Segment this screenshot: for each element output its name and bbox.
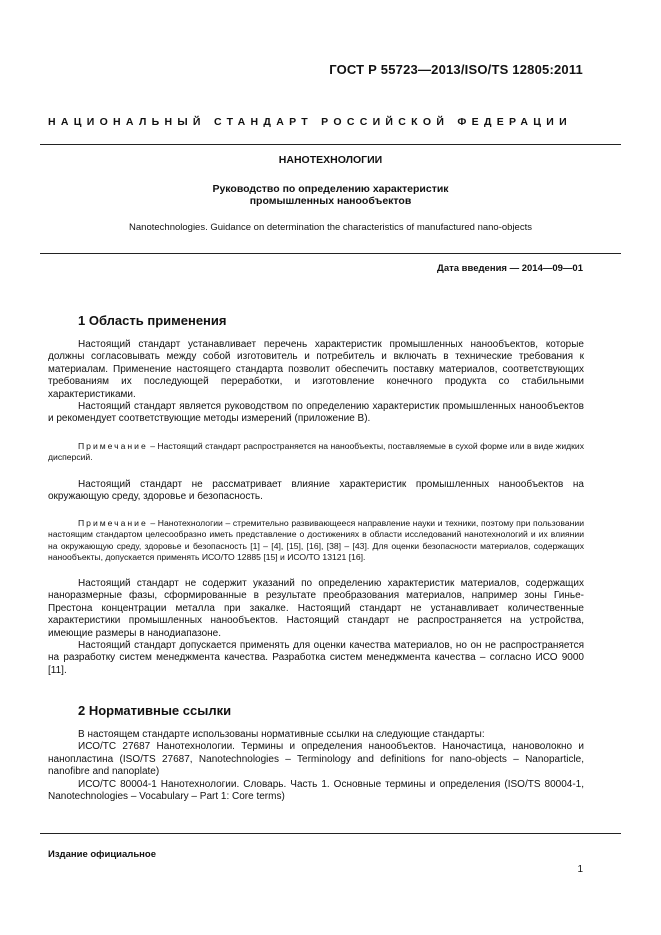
footer-divider	[40, 833, 621, 834]
note-text: – Нанотехнологии – стремительно развивающееся направление науки и техники, поэтому при пользовании настоящим стандартом целесообразно иметь представление о достижениях в области исследований нанотехнологий и их влиянии на окружающую среду, здоровье и безопасность [1] – [4], [15], [16], [38] – [43]. Для оценки безопасности материалов, содержащих нанообъекты, допускается применять ИСО/ТО 12885 [15] и ИСО/ТО 13121 [16].	[48, 518, 584, 563]
document-code: ГОСТ Р 55723—2013/ISO/TS 12805:2011	[329, 62, 583, 77]
note-2	[48, 518, 584, 564]
subtitle-line: промышленных нанообъектов	[249, 195, 412, 207]
introduction-date: Дата введения — 2014—09—01	[437, 263, 583, 274]
paragraph: Настоящий стандарт устанавливает перечень характеристик промышленных нанообъектов, которые должны согласовывать между собой изготовитель и потребитель и включать в технические требования к материалам. Применение настоящего стандарта позволит обеспечить поставку материалов, соответствующих требованиям их последующей переработки, и изготовление конечного продукта со стабильными характеристиками.	[48, 339, 584, 400]
english-title: Nanotechnologies. Guidance on determination the characteristics of manufactured nano-objects	[129, 222, 532, 233]
section-1-heading: 1 Область применения	[78, 313, 227, 328]
paragraph: ИСО/ТС 27687 Нанотехнологии. Термины и определения нанообъектов. Наночастица, нановолокно и нанопластина (ISO/TS 27687, Nanotechnologies – Terminology and definitions for nano-objects – Nanoparticle, nanofibre and nanoplate)	[48, 741, 584, 778]
page-number: 1	[577, 864, 583, 875]
note-label: Примечание	[78, 441, 148, 451]
paragraph: В настоящем стандарте использованы нормативные ссылки на следующие стандарты:	[78, 729, 485, 740]
section-2-body	[48, 729, 584, 803]
note-1	[48, 441, 584, 464]
official-edition-label: Издание официальное	[48, 849, 156, 860]
note-text: – Настоящий стандарт распространяется на нанообъекты, поставляемые в сухой форме или в виде жидких дисперсий.	[48, 441, 584, 463]
paragraph: Настоящий стандарт не рассматривает влияние характеристик промышленных нанообъектов на окружающую среду, здоровье и безопасность.	[48, 479, 584, 503]
section-1-body-b	[48, 479, 584, 504]
section-1-body-a	[48, 339, 584, 426]
paragraph: Настоящий стандарт не содержит указаний по определению характеристик материалов, содержащих наноразмерные фазы, сформированные в результате преобразования материалов, например зоны Гинье-Престона концентрации металла при закалке. Настоящий стандарт не устанавливает количественные характеристики промышленных нанообъектов. Настоящий стандарт не распространяется на устройства, имеющие размеры в нанодиапазоне.	[48, 578, 584, 639]
paragraph: ИСО/ТС 80004-1 Нанотехнологии. Словарь. Часть 1. Основные термины и определения (ISO/TS 80004-1, Nanotechnologies – Vocabulary – Part 1: Core terms)	[48, 778, 584, 803]
note-label: Примечание	[78, 518, 148, 528]
paragraph: Настоящий стандарт допускается применять для оценки качества материалов, но он не распространяется на разработку систем менеджмента качества. Разработка систем менеджмента качества – согласно ИСО 9000 [11].	[48, 640, 584, 676]
section-1-body-c	[48, 578, 584, 677]
title-divider	[40, 253, 621, 254]
national-standard-heading: НАЦИОНАЛЬНЫЙ СТАНДАРТ РОССИЙСКОЙ ФЕДЕРАЦИИ	[48, 116, 572, 128]
standard-title: НАНОТЕХНОЛОГИИ	[278, 154, 383, 166]
header-divider	[40, 144, 621, 145]
section-2-heading: 2 Нормативные ссылки	[78, 703, 232, 718]
subtitle-line: Руководство по определению характеристик	[212, 183, 449, 195]
standard-subtitle	[40, 183, 621, 207]
paragraph: Настоящий стандарт является руководством по определению характеристик промышленных нанообъектов и рекомендует соответствующие методы измерений (приложение В).	[48, 401, 584, 425]
